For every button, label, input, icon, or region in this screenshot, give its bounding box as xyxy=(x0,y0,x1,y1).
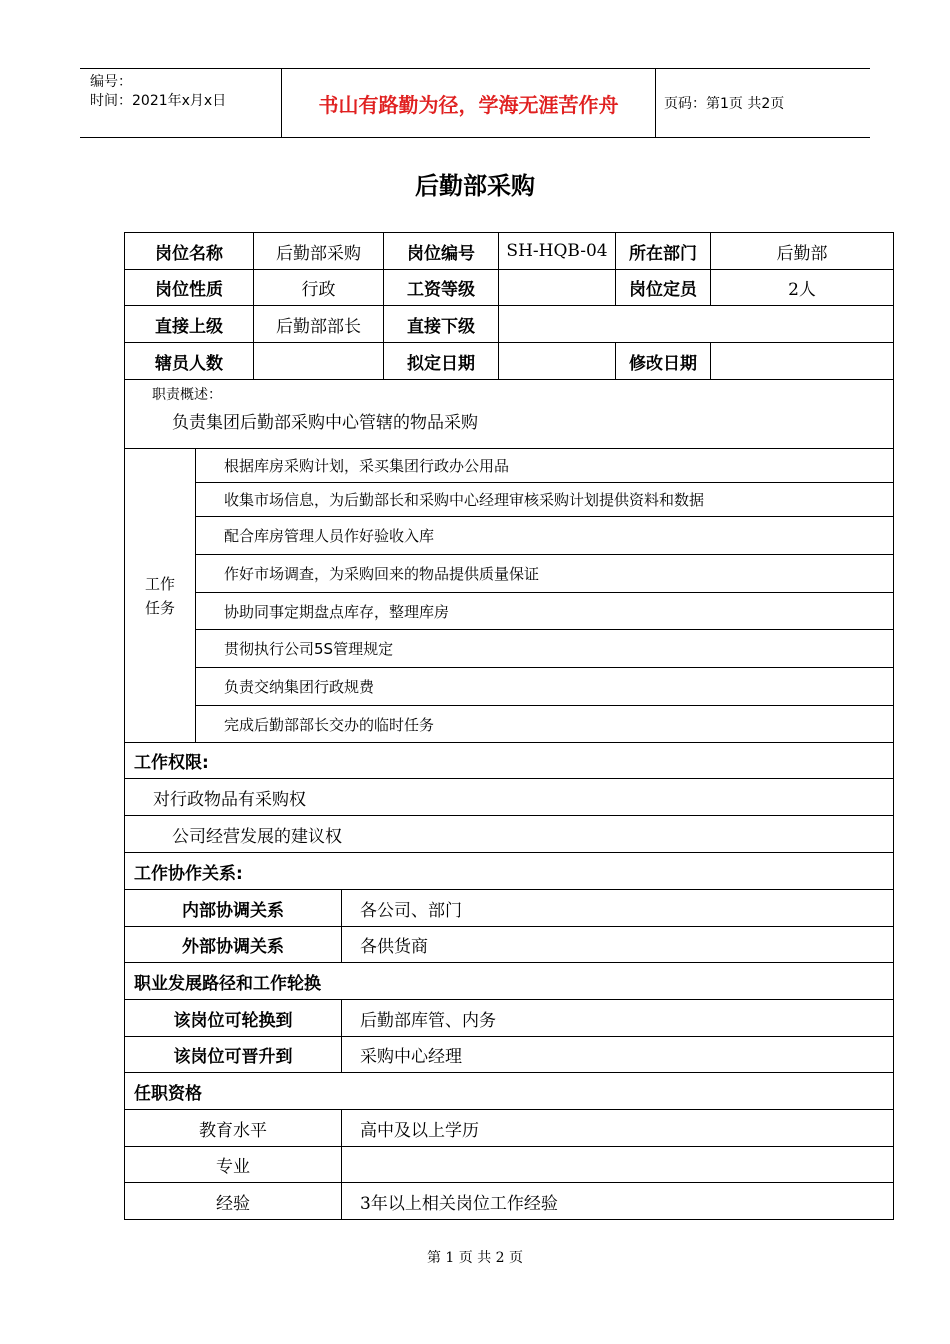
work-tasks-label xyxy=(125,449,196,743)
draft-date-label: 拟定日期 xyxy=(384,343,499,380)
info-row-1 xyxy=(125,233,894,270)
task-row xyxy=(125,483,894,517)
header-left xyxy=(90,73,280,111)
major-row xyxy=(125,1147,894,1183)
external-coordination-row xyxy=(125,927,894,963)
headcount-label: 岗位定员 xyxy=(616,270,711,306)
authority-row xyxy=(125,779,894,816)
major-value xyxy=(342,1147,894,1183)
department-label: 所在部门 xyxy=(616,233,711,270)
task-item: 作好市场调查，为采购回来的物品提供质量保证 xyxy=(196,555,894,593)
education-value: 高中及以上学历 xyxy=(342,1110,894,1147)
authority-heading-row xyxy=(125,743,894,779)
header-page-label: 页码：第1页 共2页 xyxy=(664,96,785,112)
revision-date-value xyxy=(711,343,894,380)
qualification-heading-row xyxy=(125,1073,894,1110)
revision-date-label: 修改日期 xyxy=(616,343,711,380)
task-row xyxy=(125,593,894,630)
experience-row xyxy=(125,1183,894,1220)
external-coordination-value: 各供货商 xyxy=(342,927,894,963)
cooperation-heading-row xyxy=(125,853,894,890)
page-footer: 第 1 页 共 2 页 xyxy=(426,1250,524,1266)
doc-number-label: 编号： xyxy=(90,74,132,90)
position-nature-value: 行政 xyxy=(254,270,384,306)
duty-summary-text: 负责集团后勤部采购中心管辖的物品采购 xyxy=(172,413,478,433)
direct-subordinate-value xyxy=(499,306,894,343)
info-row-3 xyxy=(125,306,894,343)
task-row xyxy=(125,630,894,668)
info-row-2 xyxy=(125,270,894,306)
internal-coordination-row xyxy=(125,890,894,927)
qualification-heading: 任职资格 xyxy=(125,1073,894,1110)
career-heading: 职业发展路径和工作轮换 xyxy=(125,963,894,1000)
experience-value: 3年以上相关岗位工作经验 xyxy=(342,1183,894,1220)
education-row xyxy=(125,1110,894,1147)
rotation-row xyxy=(125,1000,894,1037)
rotation-value: 后勤部库管、内务 xyxy=(342,1000,894,1037)
task-item: 配合库房管理人员作好验收入库 xyxy=(196,517,894,555)
career-heading-row xyxy=(125,963,894,1000)
experience-label: 经验 xyxy=(125,1183,342,1220)
info-row-4 xyxy=(125,343,894,380)
direct-superior-label: 直接上级 xyxy=(125,306,254,343)
position-code-label: 岗位编号 xyxy=(384,233,499,270)
cooperation-heading: 工作协作关系: xyxy=(125,853,894,890)
task-row xyxy=(125,517,894,555)
department-value: 后勤部 xyxy=(711,233,894,270)
duty-summary-label: 职责概述： xyxy=(152,387,222,403)
major-label: 专业 xyxy=(125,1147,342,1183)
draft-date-value xyxy=(499,343,616,380)
direct-superior-value: 后勤部部长 xyxy=(254,306,384,343)
authority-row xyxy=(125,816,894,853)
task-row xyxy=(125,449,894,483)
task-row xyxy=(125,668,894,706)
position-name-value: 后勤部采购 xyxy=(254,233,384,270)
salary-grade-value xyxy=(499,270,616,306)
education-label: 教育水平 xyxy=(125,1110,342,1147)
rotation-label: 该岗位可轮换到 xyxy=(125,1000,342,1037)
task-item: 收集市场信息，为后勤部长和采购中心经理审核采购计划提供资料和数据 xyxy=(196,483,894,517)
direct-subordinate-label: 直接下级 xyxy=(384,306,499,343)
task-item: 贯彻执行公司5S管理规定 xyxy=(196,630,894,668)
position-code-value: SH-HQB-04 xyxy=(499,233,616,270)
internal-coordination-value: 各公司、部门 xyxy=(342,890,894,927)
salary-grade-label: 工资等级 xyxy=(384,270,499,306)
promotion-label: 该岗位可晋升到 xyxy=(125,1037,342,1073)
staff-count-label: 辖员人数 xyxy=(125,343,254,380)
promotion-value: 采购中心经理 xyxy=(342,1037,894,1073)
job-description-table xyxy=(124,232,894,1220)
task-item: 负责交纳集团行政规费 xyxy=(196,668,894,706)
document-title: 后勤部采购 xyxy=(415,172,535,200)
task-row xyxy=(125,706,894,743)
authority-item: 公司经营发展的建议权 xyxy=(125,816,894,853)
position-name-label: 岗位名称 xyxy=(125,233,254,270)
authority-heading: 工作权限: xyxy=(125,743,894,779)
task-item: 协助同事定期盘点库存，整理库房 xyxy=(196,593,894,630)
summary-row xyxy=(125,380,894,449)
task-item: 根据库房采购计划，采买集团行政办公用品 xyxy=(196,449,894,483)
work-tasks-label-line2: 任务 xyxy=(144,598,175,617)
task-row xyxy=(125,555,894,593)
header-motto: 书山有路勤为径，学海无涯苦作舟 xyxy=(281,69,656,137)
headcount-value: 2人 xyxy=(711,270,894,306)
task-item: 完成后勤部部长交办的临时任务 xyxy=(196,706,894,743)
internal-coordination-label: 内部协调关系 xyxy=(125,890,342,927)
duty-summary xyxy=(125,380,894,449)
external-coordination-label: 外部协调关系 xyxy=(125,927,342,963)
authority-item: 对行政物品有采购权 xyxy=(125,779,894,816)
doc-time-label: 时间：2021年x月x日 xyxy=(90,93,227,109)
work-tasks-label-line1: 工作 xyxy=(144,574,175,593)
position-nature-label: 岗位性质 xyxy=(125,270,254,306)
promotion-row xyxy=(125,1037,894,1073)
page-header xyxy=(80,68,870,138)
staff-count-value xyxy=(254,343,384,380)
